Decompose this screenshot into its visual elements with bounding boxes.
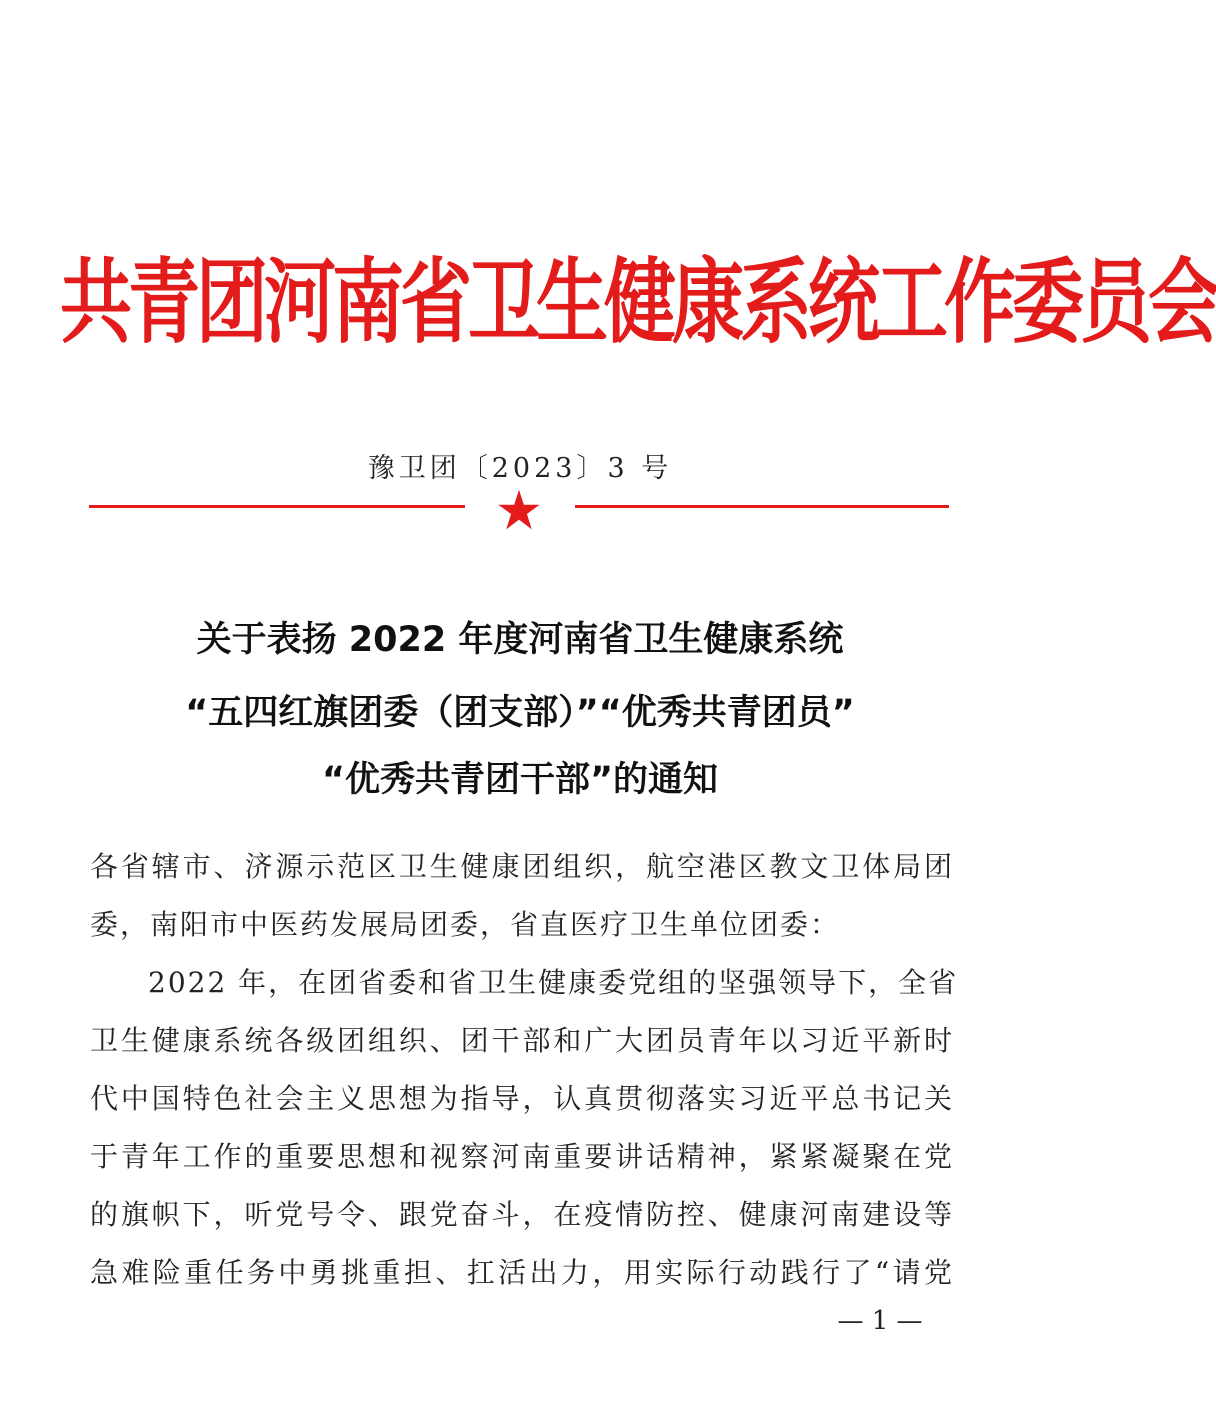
- red-star-icon: [497, 488, 541, 532]
- body-line: 各省辖市、济源示范区卫生健康团组织，航空港区教文卫体局团: [90, 850, 954, 883]
- body-line: 的旗帜下，听党号令、跟党奋斗，在疫情防控、健康河南建设等: [90, 1198, 954, 1231]
- page-number: — 1 —: [837, 1306, 923, 1336]
- notice-title-line-3: “优秀共青团干部”的通知: [321, 760, 718, 800]
- notice-title-line-1: 关于表扬 2022 年度河南省卫生健康系统: [196, 620, 844, 660]
- red-divider-right: [575, 505, 949, 508]
- red-divider-left: [89, 505, 465, 508]
- body-line: 代中国特色社会主义思想为指导，认真贯彻落实习近平总书记关: [90, 1082, 954, 1115]
- body-line: 2022 年，在团省委和省卫生健康委党组的坚强领导下，全省: [148, 966, 959, 999]
- notice-title-line-2: “五四红旗团委（团支部）”“优秀共青团员”: [185, 693, 855, 733]
- body-line: 于青年工作的重要思想和视察河南重要讲话精神，紧紧凝聚在党: [90, 1140, 954, 1173]
- issuing-organization-header: 共青团河南省卫生健康系统工作委员会: [60, 248, 1216, 356]
- body-line: 急难险重任务中勇挑重担、扛活出力，用实际行动践行了“请党: [90, 1256, 954, 1289]
- body-line: 委，南阳市中医药发展局团委，省直医疗卫生单位团委：: [90, 908, 841, 941]
- document-number: 豫卫团〔2023〕3 号: [367, 453, 673, 484]
- body-line: 卫生健康系统各级团组织、团干部和广大团员青年以习近平新时: [90, 1024, 954, 1057]
